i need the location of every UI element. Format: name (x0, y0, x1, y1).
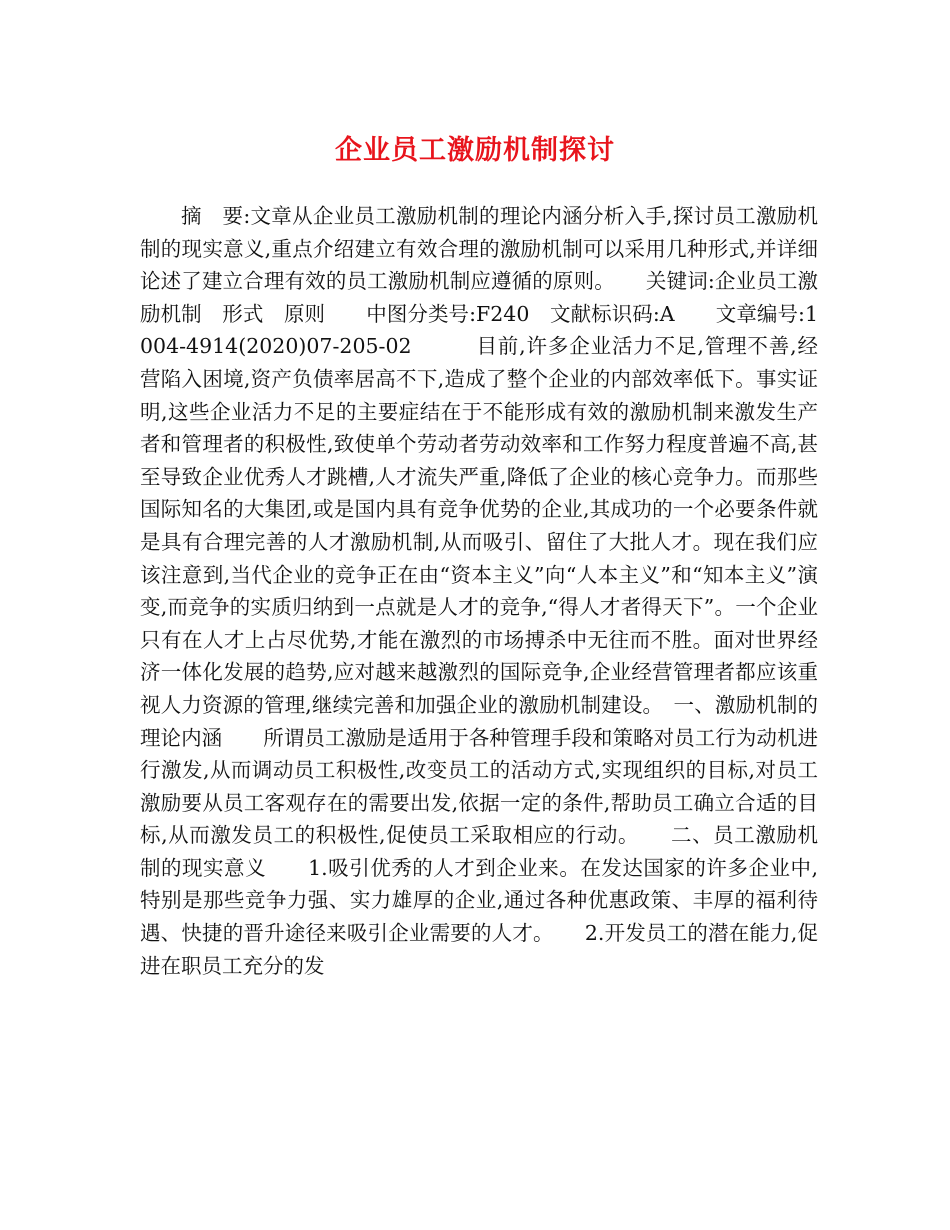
document-body: 摘 要:文章从企业员工激励机制的理论内涵分析入手,探讨员工激励机制的现实意义,重点介绍建立有效合理的激励机制可以采用几种形式,并详细论述了建立合理有效的员工激励机制应遵循的原则。 关键词:企业员工激励机制 形式 原则 中图分类号:F240 文献标识码:A 文章编号:1004-4914(2020)07-205-02 目前,许多企业活力不足,管理不善,经营陷入困境,资产负债率居高不下,造成了整个企业的内部效率低下。事实证明,这些企业活力不足的主要症结在于不能形成有效的激励机制来激发生产者和管理者的积极性,致使单个劳动者劳动效率和工作努力程度普遍不高,甚至导致企业优秀人才跳槽,人才流失严重,降低了企业的核心竞争力。而那些国际知名的大集团,或是国内具有竞争优势的企业,其成功的一个必要条件就是具有合理完善的人才激励机制,从而吸引、留住了大批人才。现在我们应该注意到,当代企业的竞争正在由“资本主义”向“人本主义”和“知本主义”演变,而竞争的实质归纳到一点就是人才的竞争,“得人才者得天下”。一个企业只有在人才上占尽优势,才能在激烈的市场搏杀中无往而不胜。面对世界经济一体化发展的趋势,应对越来越激烈的国际竞争,企业经营管理者都应该重视人力资源的管理,继续完善和加强企业的激励机制建设。 一、激励机制的理论内涵 所谓员工激励是适用于各种管理手段和策略对员工行为动机进行激发,从而调动员工积极性,改变员工的活动方式,实现组织的目标,对员工激励要从员工客观存在的需要出发,依据一定的条件,帮助员工确立合适的目标,从而激发员工的积极性,促使员工采取相应的行动。 二、员工激励机制的现实意义 1.吸引优秀的人才到企业来。在发达国家的许多企业中,特别是那些竞争力强、实力雄厚的企业,通过各种优惠政策、丰厚的福利待遇、快捷的晋升途径来吸引企业需要的人才。 2.开发员工的潜在能力,促进在职员工充分的发 (140, 204, 818, 978)
document-title: 企业员工激励机制探讨 (335, 135, 615, 166)
